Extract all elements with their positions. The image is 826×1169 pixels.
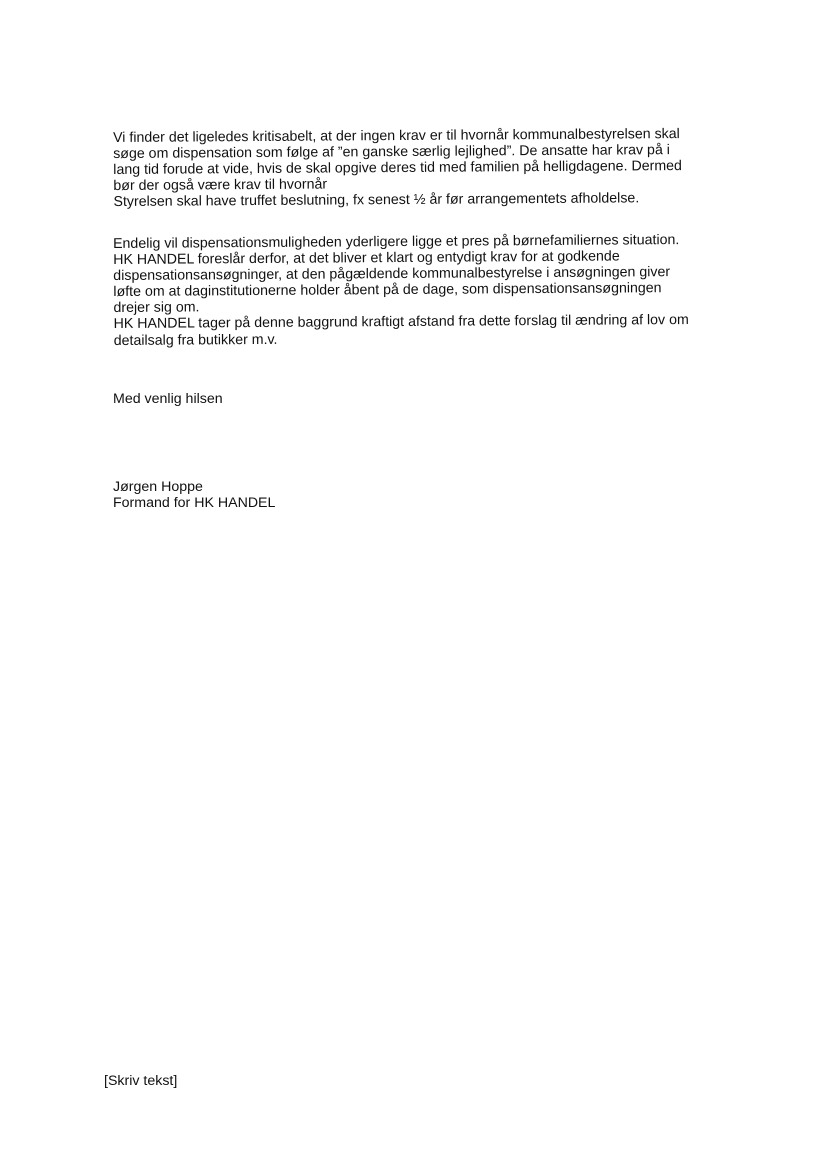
paragraph-proposal bbox=[113, 232, 689, 349]
signature-name: Jørgen Hoppe bbox=[113, 479, 203, 495]
text-line: løfte om at daginstitutionerne holder åbent på de dage, som dispensationsansøgningen bbox=[113, 280, 662, 301]
signature-block bbox=[113, 479, 275, 511]
text-line: HK HANDEL tager på denne baggrund kraftigt afstand fra dette forslag til ændring af lov om bbox=[113, 312, 689, 333]
text-line: Styrelsen skal have truffet beslutning, fx senest ½ år før arrangementets afholdelse. bbox=[113, 190, 640, 211]
footer-placeholder: [Skriv tekst] bbox=[104, 1073, 178, 1089]
text-line: detailsalg fra butikker m.v. bbox=[113, 331, 278, 349]
paragraph-criticism bbox=[113, 126, 682, 210]
closing-text: Med venlig hilsen bbox=[113, 391, 223, 407]
text-line: dispensationsansøgninger, at den pågældende kommunalbestyrelse i ansøgningen giver bbox=[113, 264, 671, 285]
text-line: HK HANDEL foreslår derfor, at det bliver et klart og entydigt krav for at godkende bbox=[113, 248, 620, 269]
closing-greeting bbox=[113, 391, 223, 407]
text-line: bør der også være krav til hvornår bbox=[113, 176, 328, 195]
text-line: Vi finder det ligeledes kritisabelt, at der ingen krav er til hvornår kommunalbestyrelsen skal bbox=[113, 126, 680, 146]
text-line: drejer sig om. bbox=[113, 299, 200, 317]
signature-title: Formand for HK HANDEL bbox=[113, 495, 276, 512]
text-line: søge om dispensation som følge af ”en ganske særlig lejlighed”. De ansatte har krav på i bbox=[113, 142, 670, 163]
text-line: Endelig vil dispensationsmuligheden yderligere ligge et pres på børnefamiliernes situation. bbox=[113, 232, 680, 252]
text-line: lang tid forude at vide, hvis de skal opgive deres tid med familien på helligdagene. Dermed bbox=[113, 158, 682, 179]
